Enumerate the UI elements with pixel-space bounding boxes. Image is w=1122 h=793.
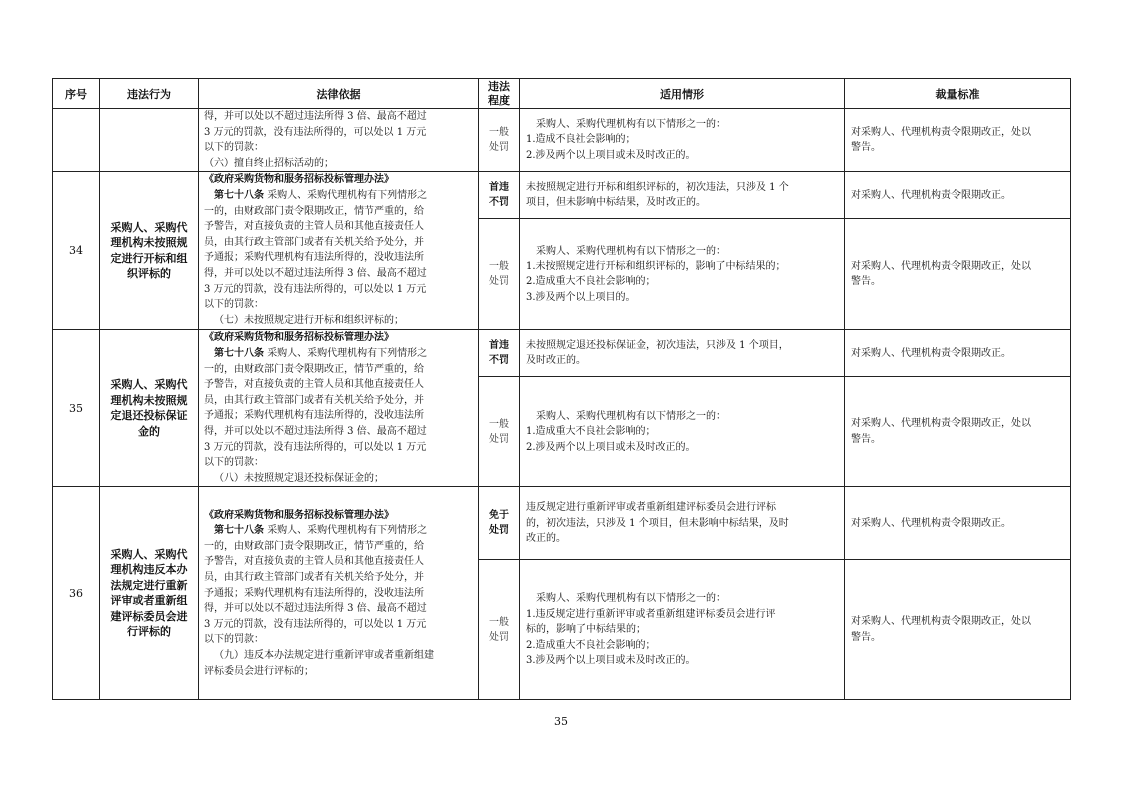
degree-l2: 处罚 [489,631,509,643]
situation-line: 改正的。 [526,533,566,545]
header-seq: 序号 [53,79,100,109]
basis-line: 员，由其行政主管部门或者有关机关给予处分，并 [204,236,424,248]
basis-line: 一的，由财政部门责令限期改正，情节严重的，给 [204,540,424,552]
basis-line: 予警告，对直接负责的主管人员和其他直接责任人 [204,221,424,233]
header-row [53,79,1071,109]
situation-line: 2.涉及两个以上项目或未及时改正的。 [526,441,696,453]
seq-cell: 36 [53,487,100,700]
situation-line: 2.涉及两个以上项目或未及时改正的。 [526,149,696,161]
degree-l1: 免于 [489,510,509,522]
degree-cell [479,172,520,219]
basis-line: 予警告，对直接负责的主管人员和其他直接责任人 [204,556,424,568]
standard-line: 警告。 [851,276,881,288]
act-line: 行评标的 [127,625,171,639]
table-row [53,172,1071,219]
basis-line: 得，并可以处以不超过违法所得 3 倍、最高不超过 [204,267,427,279]
basis-line: 采购人、采购代理机构有下列情形之 [267,525,428,537]
standard-cell [845,109,1071,172]
basis-line: 予通报；采购代理机构有违法所得的，没收违法所 [204,252,424,264]
act-line: 采购人、采购代 [110,547,188,561]
standard-cell [845,487,1071,560]
degree-l2: 不罚 [489,197,509,209]
standard-cell [845,172,1071,219]
basis-line: 采购人、采购代理机构有下列情形之 [267,347,428,359]
basis-line: 采购人、采购代理机构有下列情形之 [267,189,428,201]
situation-line: 标的，影响了中标结果的； [526,624,646,636]
basis-line: 予警告，对直接负责的主管人员和其他直接责任人 [204,379,424,391]
basis-line: 评标委员会进行评标的； [204,665,314,677]
act-line: 理机构未按照规 [110,393,188,407]
situation-cell [520,109,845,172]
situation-line: 3.涉及两个以上项目或未及时改正的。 [526,654,696,666]
seq-cell [53,109,100,172]
basis-line: 以下的罚款： [204,142,264,154]
basis-line: 一的，由财政部门责令限期改正，情节严重的，给 [204,205,424,217]
standard-line: 对采购人、代理机构责令限期改正。 [851,189,1011,201]
basis-line: 予通报；采购代理机构有违法所得的，没收违法所 [204,587,424,599]
act-line: 理机构未按照规 [110,236,188,250]
header-basis: 法律依据 [199,79,479,109]
standard-line: 警告。 [851,142,881,154]
basis-article: 第七十八条 [214,189,264,201]
situation-line: 1.未按照规定进行开标和组织评标的，影响了中标结果的； [526,260,786,272]
basis-line: 3 万元的罚款，没有违法所得的，可以处以 1 万元 [204,441,427,453]
situation-line: 未按照规定进行开标和组织评标的，初次违法，只涉及 1 个 [526,181,789,193]
header-degree-l2: 程度 [488,93,510,107]
basis-line: （六）擅自终止招标活动的； [204,157,334,169]
basis-line: 3 万元的罚款，没有违法所得的，可以处以 1 万元 [204,126,427,138]
header-degree-l1: 违法 [488,79,510,93]
act-line: 采购人、采购代 [110,378,188,392]
situation-line: 违反规定进行重新评审或者重新组建评标委员会进行评标 [526,502,776,514]
basis-cell [199,109,479,172]
table-row [53,330,1071,377]
seq-cell: 34 [53,172,100,330]
header-degree [479,79,520,109]
standard-line: 对采购人、代理机构责令限期改正，处以 [851,126,1031,138]
situation-line: 采购人、采购代理机构有以下情形之一的： [536,245,726,257]
degree-l2: 处罚 [489,142,509,154]
act-line: 建评标委员会进 [110,609,188,623]
penalty-table [52,78,1071,700]
basis-line: （八）未按照规定退还投标保证金的； [214,472,384,484]
degree-l1: 一般 [489,127,509,139]
act-line: 采购人、采购代 [110,220,188,234]
degree-cell [479,377,520,487]
degree-cell [479,330,520,377]
header-standard: 裁量标准 [845,79,1071,109]
basis-line: 得，并可以处以不超过违法所得 3 倍、最高不超过 [204,603,427,615]
standard-cell [845,330,1071,377]
basis-line: 以下的罚款： [204,634,264,646]
basis-line: 一的，由财政部门责令限期改正，情节严重的，给 [204,363,424,375]
basis-line: 得，并可以处以不超过违法所得 3 倍、最高不超过 [204,111,427,122]
situation-cell [520,377,845,487]
situation-line: 2.造成重大不良社会影响的； [526,276,656,288]
situation-line: 项目，但未影响中标结果，及时改正的。 [526,197,706,209]
basis-line: 3 万元的罚款，没有违法所得的，可以处以 1 万元 [204,283,427,295]
basis-line: （九）违反本办法规定进行重新评审或者重新组建 [214,649,434,661]
act-cell [100,109,199,172]
basis-line: 以下的罚款： [204,299,264,311]
situation-line: 1.违反规定进行重新评审或者重新组建评标委员会进行评 [526,608,776,620]
basis-line: 员，由其行政主管部门或者有关机关给予处分，并 [204,571,424,583]
header-situation: 适用情形 [520,79,845,109]
basis-cell [199,330,479,487]
situation-line: 1.造成重大不良社会影响的； [526,426,656,438]
standard-line: 对采购人、代理机构责令限期改正，处以 [851,260,1031,272]
situation-line: 及时改正的。 [526,355,586,367]
standard-cell [845,377,1071,487]
degree-l1: 一般 [489,616,509,628]
basis-article: 第七十八条 [214,347,264,359]
situation-line: 2.造成重大不良社会影响的； [526,639,656,651]
situation-line: 采购人、采购代理机构有以下情形之一的： [536,410,726,422]
act-cell [100,172,199,330]
basis-title: 《政府采购货物和服务招标投标管理办法》 [204,332,394,344]
basis-article: 第七十八条 [214,525,264,537]
degree-l2: 处罚 [489,525,509,537]
situation-cell [520,330,845,377]
standard-line: 对采购人、代理机构责令限期改正。 [851,517,1011,529]
basis-title: 《政府采购货物和服务招标投标管理办法》 [204,509,394,521]
degree-l1: 一般 [489,261,509,273]
table-row [53,487,1071,560]
basis-line: 得，并可以处以不超过违法所得 3 倍、最高不超过 [204,425,427,437]
situation-cell [520,172,845,219]
degree-cell [479,109,520,172]
basis-line: （七）未按照规定进行开标和组织评标的； [214,314,404,326]
degree-cell [479,487,520,560]
act-line: 法规定进行重新 [110,578,188,592]
situation-line: 3.涉及两个以上项目的。 [526,291,636,303]
degree-l1: 一般 [489,418,509,430]
degree-cell [479,219,520,330]
standard-line: 警告。 [851,631,881,643]
header-act: 违法行为 [100,79,199,109]
standard-line: 对采购人、代理机构责令限期改正，处以 [851,616,1031,628]
act-line: 金的 [138,424,160,438]
basis-title: 《政府采购货物和服务招标投标管理办法》 [204,174,394,186]
degree-l2: 处罚 [489,276,509,288]
degree-l1: 首违 [489,340,509,352]
standard-line: 对采购人、代理机构责令限期改正，处以 [851,418,1031,430]
situation-line: 的，初次违法，只涉及 1 个项目，但未影响中标结果，及时 [526,517,789,529]
basis-line: 予通报；采购代理机构有违法所得的，没收违法所 [204,410,424,422]
standard-cell [845,219,1071,330]
situation-line: 未按照规定退还投标保证金，初次违法，只涉及 1 个项目， [526,339,789,351]
page-number: 35 [554,715,568,728]
situation-line: 1.造成不良社会影响的； [526,134,636,146]
basis-cell [199,172,479,330]
standard-cell [845,560,1071,700]
basis-line: 员，由其行政主管部门或者有关机关给予处分，并 [204,394,424,406]
seq-cell: 35 [53,330,100,487]
act-line: 理机构违反本办 [110,563,188,577]
basis-line: 3 万元的罚款，没有违法所得的，可以处以 1 万元 [204,618,427,630]
act-line: 定退还投标保证 [110,409,188,423]
situation-cell [520,560,845,700]
degree-l2: 处罚 [489,433,509,445]
situation-cell [520,219,845,330]
act-line: 评审或者重新组 [110,594,188,608]
situation-cell [520,487,845,560]
basis-line: 以下的罚款： [204,457,264,469]
situation-line: 采购人、采购代理机构有以下情形之一的： [536,119,726,131]
degree-cell [479,560,520,700]
act-cell [100,330,199,487]
act-line: 织评标的 [127,267,171,281]
standard-line: 警告。 [851,433,881,445]
degree-l2: 不罚 [489,355,509,367]
table-row [53,109,1071,172]
act-line: 定进行开标和组 [110,251,188,265]
act-cell [100,487,199,700]
basis-cell [199,487,479,700]
standard-line: 对采购人、代理机构责令限期改正。 [851,347,1011,359]
degree-l1: 首违 [489,182,509,194]
situation-line: 采购人、采购代理机构有以下情形之一的： [536,593,726,605]
